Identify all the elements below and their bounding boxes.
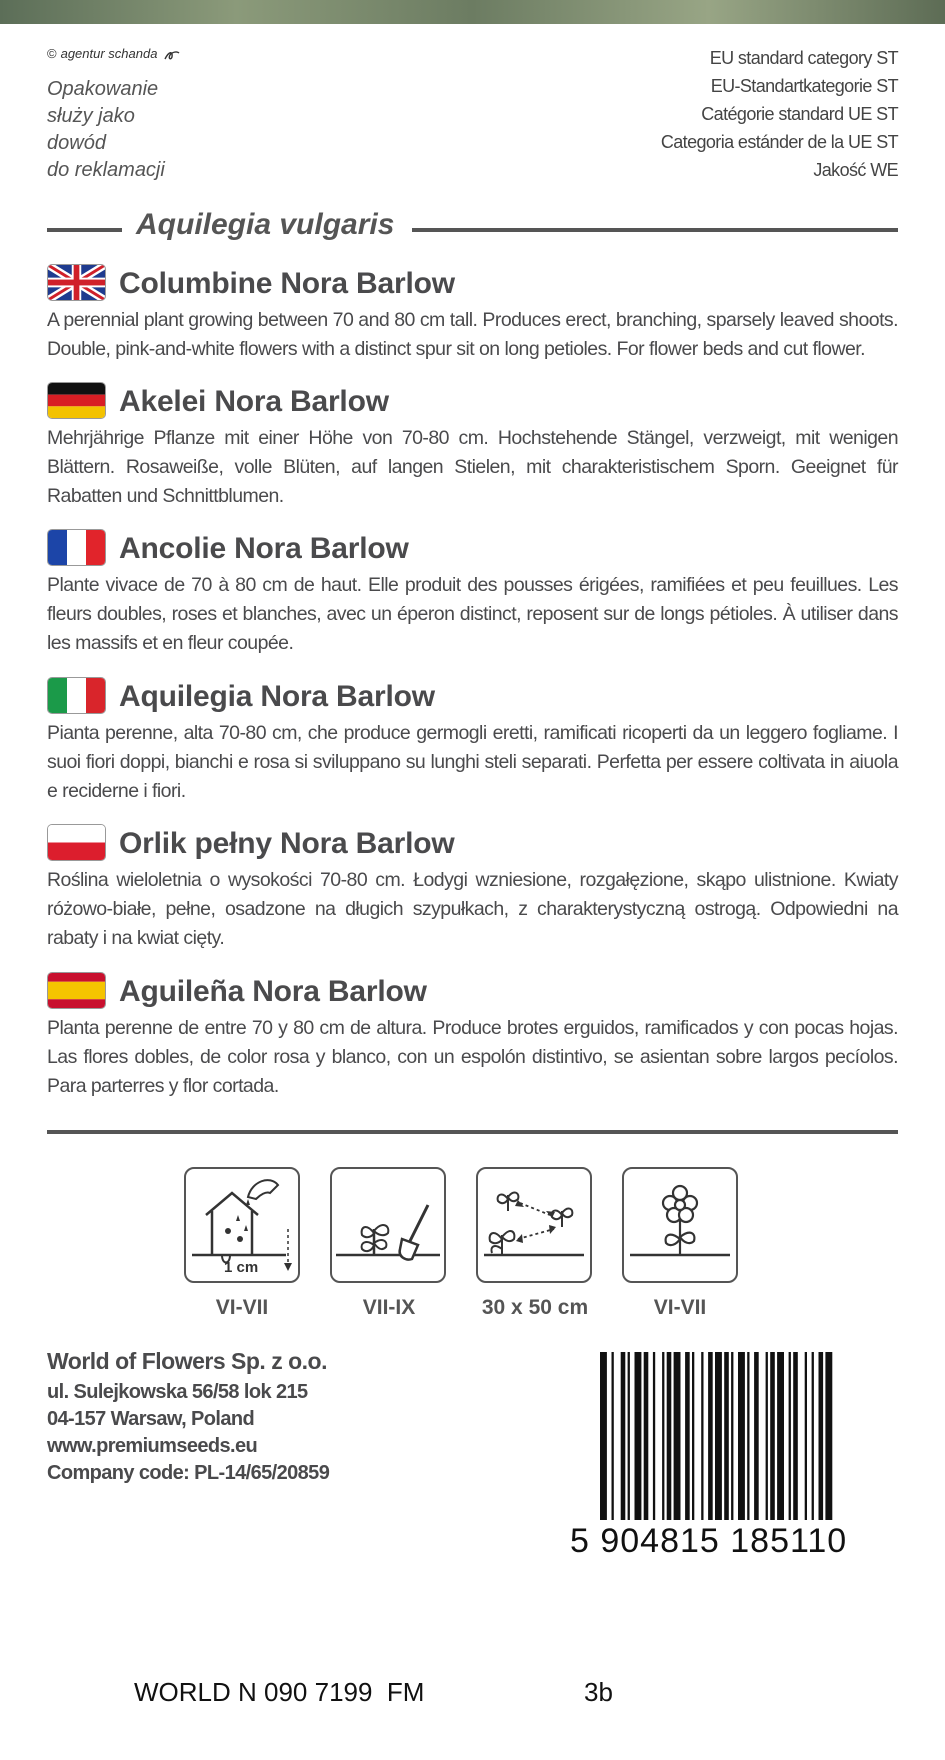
barcode-bar	[715, 1352, 722, 1520]
barcode-bar	[777, 1352, 784, 1520]
section-en	[47, 262, 898, 364]
italy-flag-icon	[47, 677, 106, 714]
variant-number: 3b	[584, 1677, 613, 1707]
barcode-bar	[621, 1352, 626, 1520]
section-text: Roślina wieloletnia o wysokości 70-80 cm. Łodygi wzniesione, rozgałęzione, skąpo ulistnione. Kwiaty różowo-białe, pełne, osadzone na długich szypułkach, z charakterystyczną ostrogą. Odpowiedni na rabaty i na kwiat cięty.	[47, 869, 898, 949]
complaint-line: dowód	[47, 132, 106, 154]
barcode-bar	[644, 1352, 649, 1520]
section-title: Ancolie Nora Barlow	[119, 532, 409, 565]
latin-name-row	[47, 206, 898, 246]
barcode-bar	[708, 1352, 713, 1520]
sowing-depth-icon	[184, 1167, 300, 1283]
company-code: Company code: PL-14/65/20859	[47, 1462, 330, 1484]
barcode-bar	[793, 1352, 798, 1520]
barcode-bar	[653, 1352, 655, 1520]
flowering-icon	[622, 1167, 738, 1283]
section-pl	[47, 822, 898, 953]
bottom-divider	[47, 1130, 898, 1134]
barcode-bar	[805, 1352, 807, 1520]
icon-label: VII-IX	[362, 1296, 416, 1319]
transplant-icon	[330, 1167, 446, 1283]
barcode-bar	[770, 1352, 775, 1520]
france-flag-icon	[47, 529, 106, 566]
section-text: Mehrjährige Pflanze mit einer Höhe von 70-80 cm. Hochstehende Stängel, verzweigt, mit wenigen Blättern. Rosaweiße, volle Blüten, auf langen Stielen, mit charakteristischem Sporn. Geeignet für Rabatten und Schnittblumen.	[47, 427, 898, 507]
complaint-line: Opakowanie	[47, 78, 159, 100]
poland-flag-icon	[47, 824, 106, 861]
company-name: World of Flowers Sp. z o.o.	[47, 1348, 327, 1374]
section-title: Akelei Nora Barlow	[119, 385, 389, 418]
copyright-note	[47, 46, 181, 61]
barcode-bar	[812, 1352, 814, 1520]
section-title: Aquilegia Nora Barlow	[119, 680, 435, 713]
company-address-1: ul. Sulejkowska 56/58 lok 215	[47, 1381, 308, 1403]
section-de	[47, 380, 898, 511]
barcode-bar	[667, 1352, 672, 1520]
eu-category-line: EU-Standartkategorie ST	[710, 76, 898, 96]
divider-left	[47, 228, 122, 232]
eu-category-line: Catégorie standard UE ST	[701, 104, 898, 124]
copyright-text: agentur schanda	[60, 46, 158, 61]
spain-flag-icon	[47, 972, 106, 1009]
copyright-symbol: ©	[47, 46, 57, 61]
barcode-bar	[635, 1352, 642, 1520]
barcode-bar	[612, 1352, 614, 1520]
company-block	[47, 1348, 329, 1487]
spacing-icon	[476, 1167, 592, 1283]
icon-label: VI-VII	[215, 1296, 269, 1319]
barcode-bar	[731, 1352, 733, 1520]
uk-flag-icon	[47, 264, 106, 301]
eu-category-line: Categoria estánder de la UE ST	[660, 132, 898, 152]
divider-right	[412, 228, 898, 232]
barcode-bar	[600, 1352, 607, 1520]
section-text: Planta perenne de entre 70 y 80 cm de altura. Produce brotes erguidos, ramificados y con pocas hojas. Las flores dobles, de color rosa y blanco, con un espolón distintivo, se asientan sobre largos pecíolos. Para parterres y flor cortada.	[47, 1017, 898, 1097]
complaint-line: do reklamacji	[47, 159, 165, 181]
germany-flag-icon	[47, 382, 106, 419]
barcode-bar	[819, 1352, 824, 1520]
top-photo-strip	[0, 0, 945, 24]
section-text: A perennial plant growing between 70 and 80 cm tall. Produces erect, branching, sparsely leaved shoots. Double, pink-and-white flowers with a distinct spur sit on long petioles. For flower beds and cut flower.	[47, 309, 898, 360]
latin-name: Aquilegia vulgaris	[136, 208, 395, 241]
barcode-bar	[724, 1352, 729, 1520]
eu-category-block	[661, 44, 898, 184]
section-title: Aguileña Nora Barlow	[119, 975, 427, 1008]
barcode-bar	[701, 1352, 703, 1520]
section-it	[47, 675, 898, 806]
section-title: Orlik pełny Nora Barlow	[119, 827, 455, 860]
barcode-digits: 5 904815 185110	[570, 1522, 848, 1560]
barcode-bar	[685, 1352, 690, 1520]
barcode-bar	[766, 1352, 768, 1520]
barcode-bar	[747, 1352, 749, 1520]
barcode-bar	[789, 1352, 791, 1520]
print-code: WORLD N 090 7199 FM	[134, 1677, 425, 1707]
barcode-bar	[754, 1352, 759, 1520]
section-title: Columbine Nora Barlow	[119, 267, 455, 300]
barcode-bar	[662, 1352, 664, 1520]
eu-category-line: Jakość WE	[813, 160, 898, 180]
complaint-note	[47, 76, 165, 184]
depth-label: 1 cm	[224, 1259, 259, 1276]
barcode-bar	[692, 1352, 694, 1520]
section-fr	[47, 527, 898, 658]
icon-label: VI-VII	[653, 1296, 707, 1319]
section-text: Plante vivace de 70 à 80 cm de haut. Elle produit des pousses érigées, ramifiées et peu feuillues. Les fleurs doubles, roses et blanches, avec un éperon distinct, reposent sur de longs pétioles. À utiliser dans les massifs et en fleur coupée.	[47, 574, 898, 654]
eu-category-line: EU standard category ST	[709, 48, 898, 68]
company-address-2: 04-157 Warsaw, Poland	[47, 1408, 255, 1430]
section-text: Pianta perenne, alta 70-80 cm, che produce germogli eretti, ramificati ricoperti da un leggero fogliame. I suoi fiori doppi, bianchi e rosa si sviluppano su lunghi steli separati. Perfetta per essere coltivata in aiuola e reciderne i fiori.	[47, 722, 898, 802]
barcode-bar	[825, 1352, 832, 1520]
barcode-bar	[674, 1352, 681, 1520]
barcode-bar	[628, 1352, 630, 1520]
section-es	[47, 970, 898, 1101]
company-website: www.premiumseeds.eu	[47, 1435, 258, 1457]
barcode-bar	[738, 1352, 745, 1520]
signature-icon	[163, 49, 181, 61]
icon-label: 30 x 50 cm	[481, 1296, 589, 1319]
complaint-line: służy jako	[47, 105, 135, 127]
